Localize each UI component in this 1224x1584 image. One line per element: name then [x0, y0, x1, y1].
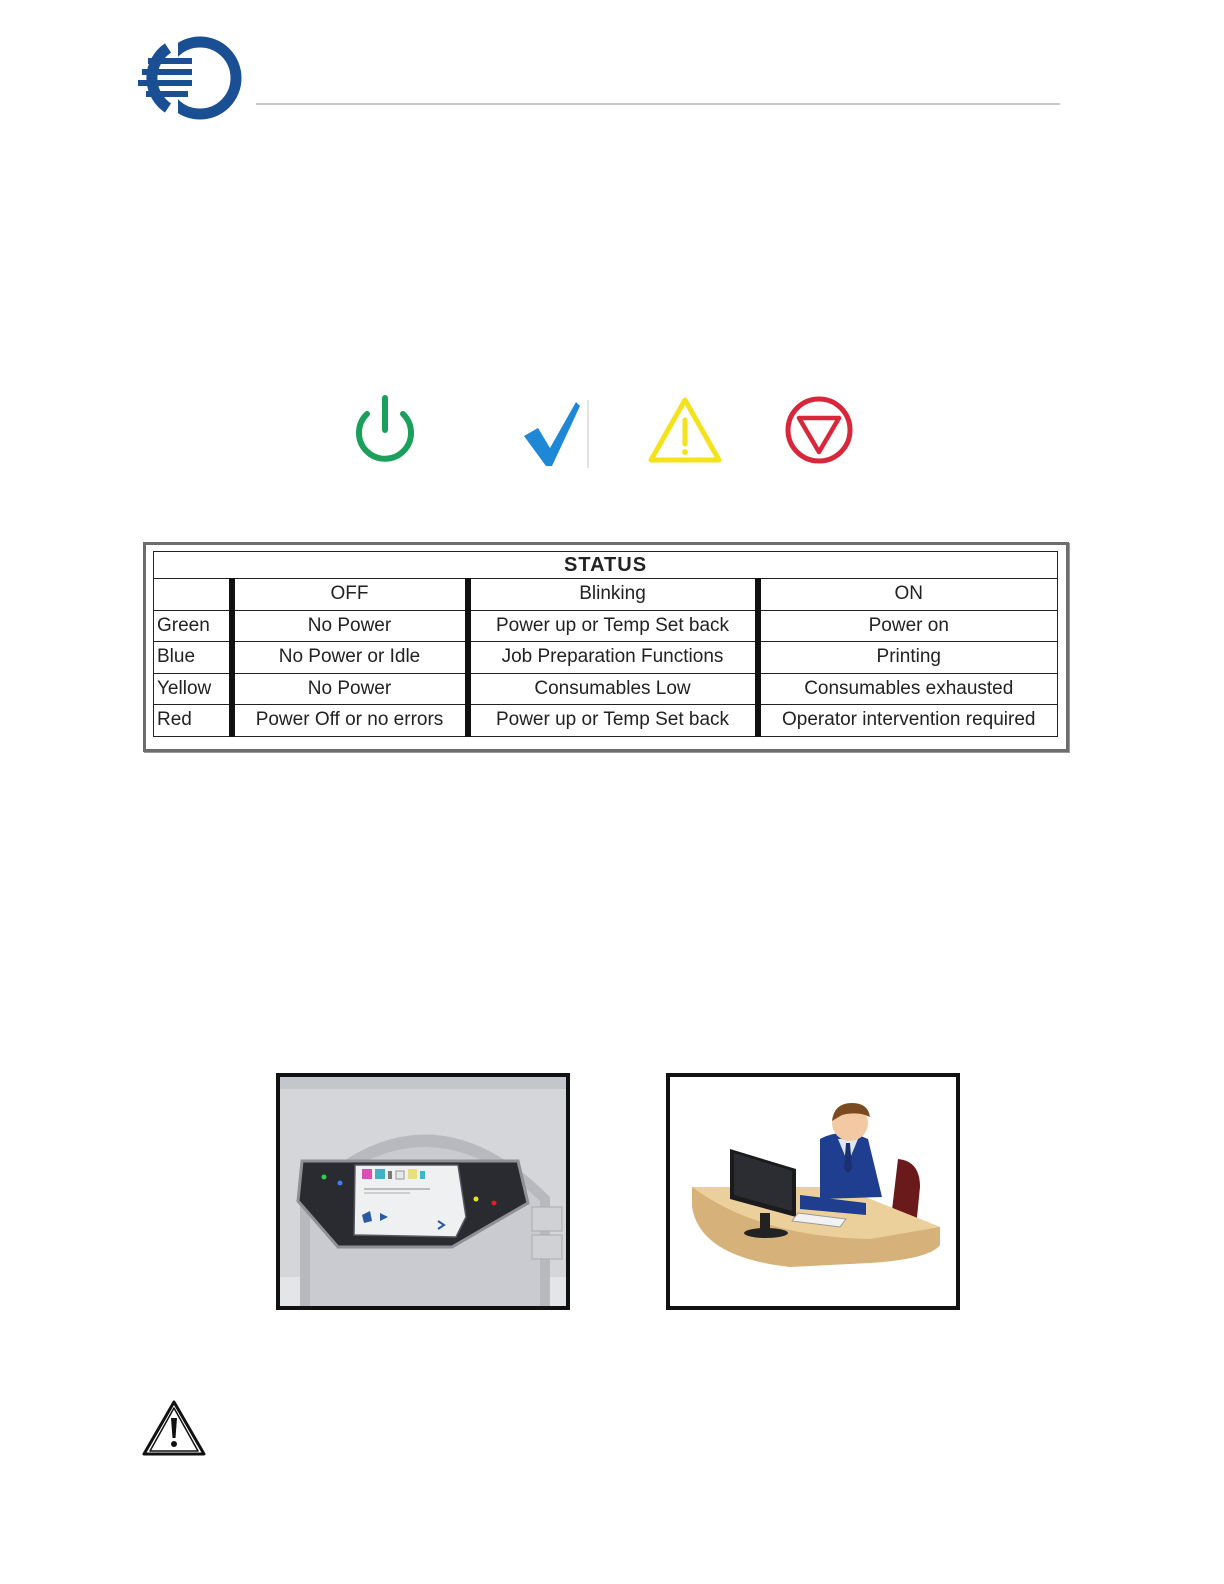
caution-icon [140, 1398, 208, 1460]
table-cell: Operator intervention required [758, 705, 1058, 737]
table-title: STATUS [154, 552, 1058, 579]
table-row [154, 642, 1058, 674]
column-header-off: OFF [232, 579, 468, 611]
table-cell: Power on [758, 610, 1058, 642]
table-row [154, 705, 1058, 737]
table-title-row [154, 552, 1058, 579]
row-label: Green [154, 610, 232, 642]
table-cell: No Power [232, 673, 468, 705]
header-rule [256, 103, 1060, 105]
table-row [154, 610, 1058, 642]
table-cell: No Power [232, 610, 468, 642]
status-table [153, 551, 1058, 737]
column-header [154, 579, 232, 611]
table-header-row [154, 579, 1058, 611]
table-cell: Printing [758, 642, 1058, 674]
status-table-frame [143, 542, 1069, 752]
column-header-blinking: Blinking [468, 579, 758, 611]
table-cell: No Power or Idle [232, 642, 468, 674]
row-label: Blue [154, 642, 232, 674]
table-cell: Power Off or no errors [232, 705, 468, 737]
table-cell: Job Preparation Functions [468, 642, 758, 674]
table-cell: Power up or Temp Set back [468, 610, 758, 642]
table-cell: Power up or Temp Set back [468, 705, 758, 737]
table-row [154, 673, 1058, 705]
row-label: Yellow [154, 673, 232, 705]
table-cell: Consumables Low [468, 673, 758, 705]
operator-at-computer-image [666, 1073, 960, 1310]
power-icon [345, 392, 425, 472]
column-header-on: ON [758, 579, 1058, 611]
table-cell: Consumables exhausted [758, 673, 1058, 705]
company-logo-icon [138, 34, 246, 124]
printer-control-panel-image [276, 1073, 570, 1310]
warning-icon [645, 392, 725, 472]
stop-icon [780, 392, 860, 472]
row-label: Red [154, 705, 232, 737]
checkmark-icon [514, 392, 594, 472]
